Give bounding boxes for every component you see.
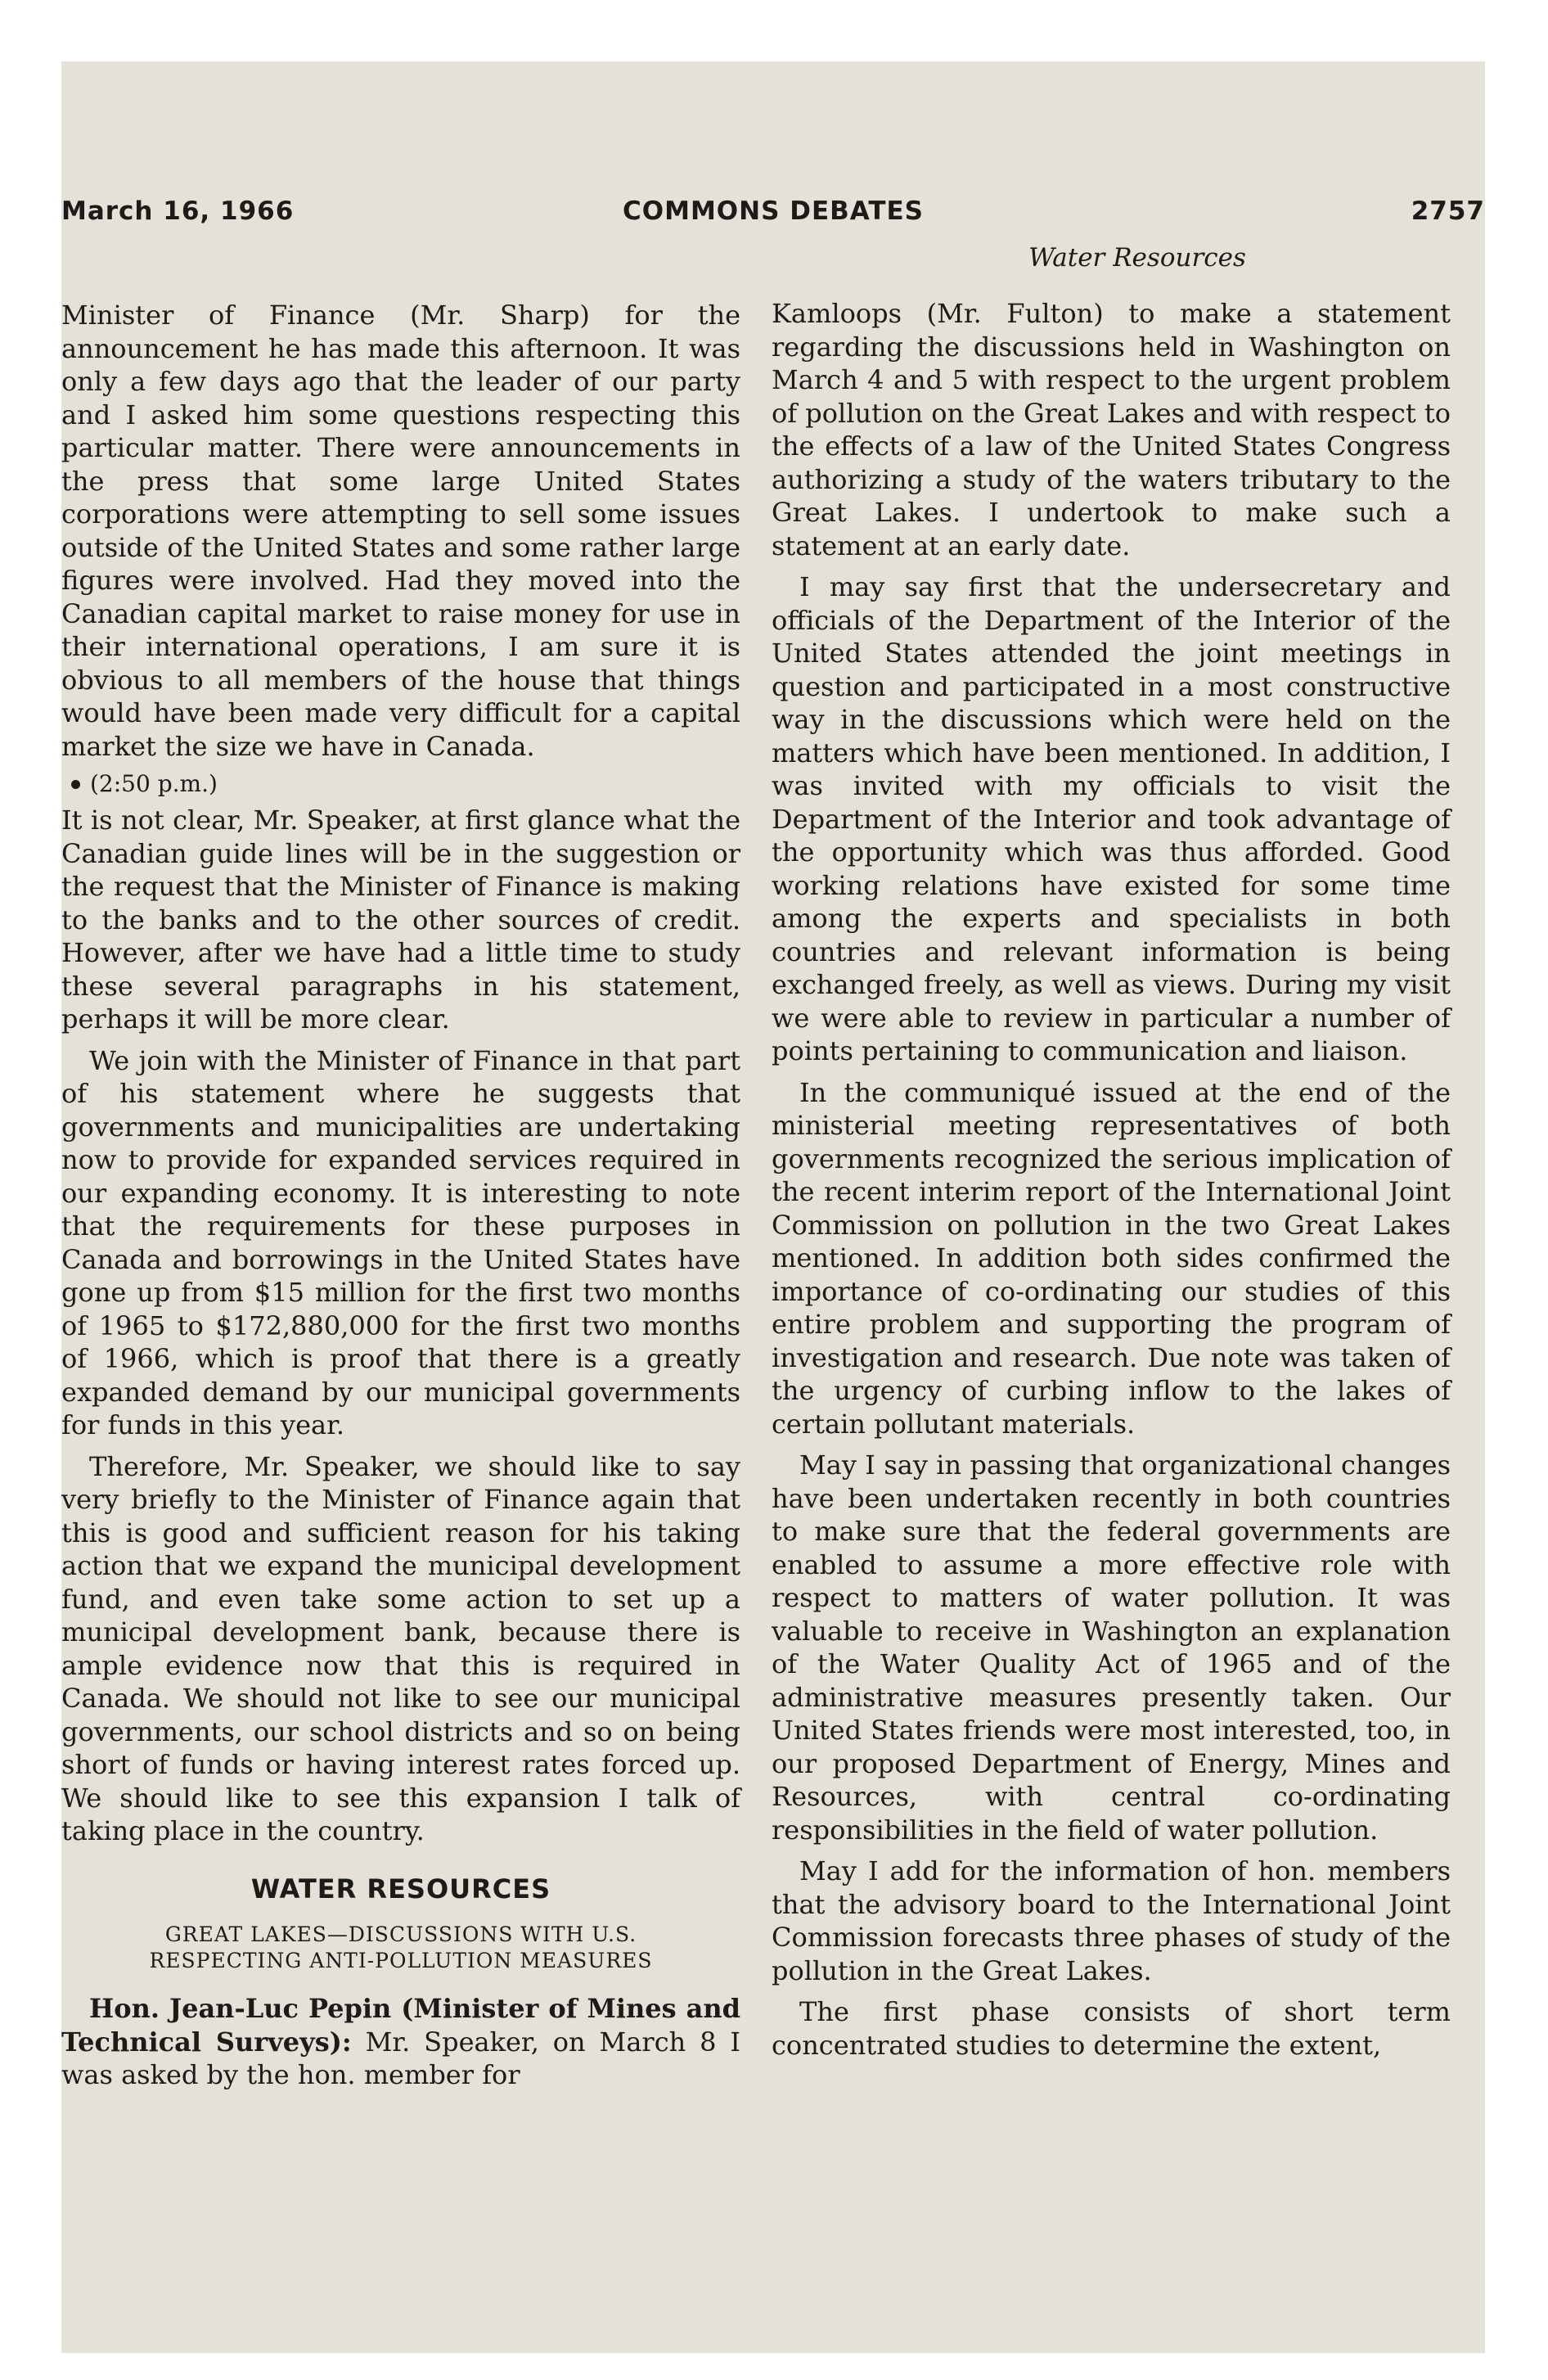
speech-text: Mr. Speaker, on March 8 I was asked by the hon. member for (61, 2026, 741, 2090)
bullet-icon (71, 780, 80, 789)
paragraph: May I add for the information of hon. members that the advisory board to the International Joint Commission forecasts three phases of study of the pollution in the Great Lakes. (772, 1855, 1451, 1986)
left-column (61, 299, 740, 2092)
paragraph: The first phase consists of short term concentrated studies to determine the extent, (772, 1996, 1451, 2061)
paragraph: We join with the Minister of Finance in that part of his statement where he suggests that governments and municipalities are undertaking now to provide for expanded services required in our expanding economy. It is interesting to note that the requirements for these purposes in Canada and borrowings in the United States have gone up from $15 million for the first two months of 1965 to $172,880,000 for the first two months of 1966, which is proof that there is a greatly expanded demand by our municipal governments for funds in this year. (61, 1044, 740, 1440)
time-marker-text: (2:50 p.m.) (90, 770, 218, 797)
paragraph: It is not clear, Mr. Speaker, at first glance what the Canadian guide lines will be in the suggestion or the request that the Minister of Finance is making to the banks and to the other sources of credit. However, after we have had a little time to study these several paragraphs in his statement, perhaps it will be more clear. (61, 805, 740, 1034)
running-head: Water Resources (1028, 243, 1246, 273)
paragraph: May I say in passing that organizational changes have been undertaken recently in both countries to make sure that the federal governments are enabled to assume a more effective role with respect to matters of water pollution. It was valuable to receive in Washington an explanation of the Water Quality Act of 1965 and of the administrative measures presently taken. Our United States friends were most interested, too, in our proposed Department of Energy, Mines and Resources, with central co-ordinating responsibilities in the field of water pollution. (772, 1449, 1451, 1846)
printed-page (61, 61, 1485, 2353)
paragraph: Therefore, Mr. Speaker, we should like to say very briefly to the Minister of Finance again that this is good and sufficient reason for his taking action that we expand the municipal development fund, and even take some action to set up a municipal development bank, because there is ample evidence now that this is required in Canada. We should not like to see our municipal governments, our school districts and so on being short of funds or having interest rates forced up. We should like to see this expansion I talk of taking place in the country. (61, 1450, 740, 1846)
header-date: March 16, 1966 (61, 196, 295, 226)
header-title: COMMONS DEBATES (623, 196, 924, 226)
paragraph: Kamloops (Mr. Fulton) to make a statement regarding the discussions held in Washington on March 4 and 5 with respect to the urgent problem of pollution on the Great Lakes and with respect to the effects of a law of the United States Congress authorizing a study of the waters tributary to the Great Lakes. I undertook to make such a statement at an early date. (772, 298, 1451, 561)
speech-paragraph (61, 1992, 740, 2092)
header-page-number: 2757 (1411, 196, 1485, 226)
section-heading: WATER RESOURCES (250, 1873, 551, 1904)
time-marker (61, 768, 740, 800)
paragraph: In the communiqué issued at the end of the ministerial meeting representatives of both governments recognized the serious implication of the recent interim report of the International Joint Commission on pollution in the two Great Lakes mentioned. In addition both sides confirmed the importance of co-ordinating our studies of this entire problem and supporting the program of investigation and research. Due note was taken of the urgency of curbing inflow to the lakes of certain pollutant materials. (772, 1076, 1451, 1440)
paragraph: Minister of Finance (Mr. Sharp) for the announcement he has made this afternoon. It was only a few days ago that the leader of our party and I asked him some questions respecting this particular matter. There were announcements in the press that some large United States corporations were attempting to sell some issues outside of the United States and some rather large figures were involved. Had they moved into the Canadian capital market to raise money for use in their international operations, I am sure it is obvious to all members of the house that things would have been made very difficult for a capital market the size we have in Canada. (61, 300, 740, 762)
right-column (772, 297, 1451, 2062)
subheading: GREAT LAKES—DISCUSSIONS WITH U.S. RESPECTING ANTI-POLLUTION MEASURES (149, 1922, 653, 1972)
page-header (61, 196, 1485, 246)
paragraph: I may say first that the undersecretary and officials of the Department of the Interior of the United States attended the joint meetings in question and participated in a most constructive way in the discussions which were held on the matters which have been mentioned. In addition, I was invited with my officials to visit the Department of the Interior and took advantage of the opportunity which was thus afforded. Good working relations have existed for some time among the experts and specialists in both countries and relevant information is being exchanged freely, as well as views. During my visit we were able to review in particular a number of points pertaining to communication and liaison. (772, 571, 1451, 1066)
speaker-name: Hon. Jean-Luc Pepin (Minister of Mines and Technical Surveys): (61, 1993, 740, 2058)
